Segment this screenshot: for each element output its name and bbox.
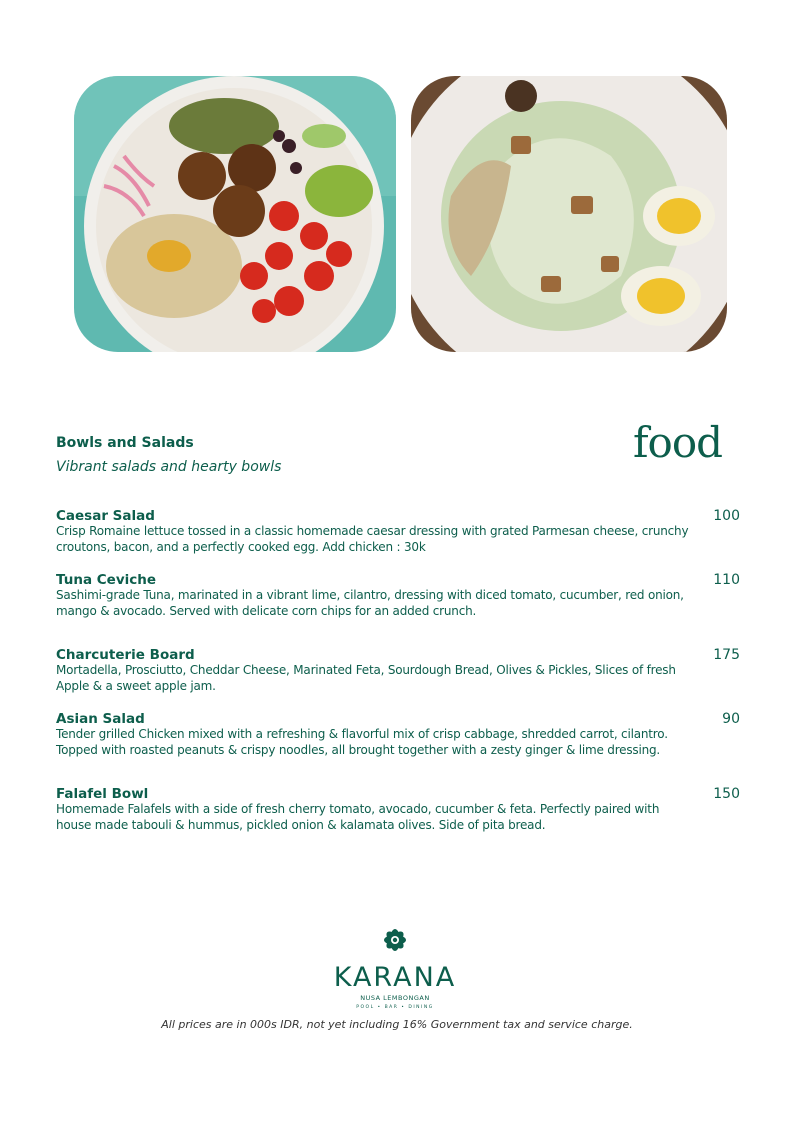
item-name: Charcuterie Board: [56, 647, 195, 663]
logo-tagline: POOL • BAR • DINING: [356, 1005, 434, 1010]
item-price: 100: [713, 508, 740, 524]
item-name: Tuna Ceviche: [56, 572, 157, 588]
menu-item-asian-salad: [56, 711, 746, 758]
menu-item-tuna-ceviche: [56, 572, 746, 619]
item-price: 110: [713, 572, 740, 588]
item-name: Asian Salad: [56, 711, 145, 727]
item-description: Tender grilled Chicken mixed with a refreshing & flavorful mix of crisp cabbage, shredded carrot, cilantro. Topped with roasted peanuts & crispy noodles, all brought together with a zesty ginger & lime dressing.: [56, 727, 668, 757]
item-name: Falafel Bowl: [56, 786, 149, 802]
section-title: Bowls and Salads: [56, 435, 194, 451]
item-price: 90: [722, 711, 740, 727]
item-price: 175: [713, 647, 740, 663]
item-name: Caesar Salad: [56, 508, 155, 524]
logo-location: NUSA LEMBONGAN: [360, 994, 430, 1002]
price-disclaimer: All prices are in 000s IDR, not yet including 16% Government tax and service charge.: [161, 1018, 633, 1031]
logo-name: KARANA: [333, 962, 457, 993]
menu-item-falafel-bowl: [56, 786, 746, 833]
menu-item-charcuterie-board: [56, 647, 746, 694]
karana-logo: [320, 924, 470, 1010]
item-description: Crisp Romaine lettuce tossed in a classic homemade caesar dressing with grated Parmesan cheese, crunchy croutons, bacon, and a perfectly cooked egg. Add chicken : 30k: [56, 524, 689, 554]
section-subtitle: Vibrant salads and hearty bowls: [56, 459, 282, 475]
item-description: Homemade Falafels with a side of fresh cherry tomato, avocado, cucumber & feta. Perfectly paired with house made tabouli & hummus, pickled onion & kalamata olives. Side of pita bread.: [56, 802, 660, 832]
flower-emblem-icon: [379, 924, 411, 956]
menu-item-caesar-salad: [56, 508, 746, 555]
item-description: Mortadella, Prosciutto, Cheddar Cheese, Marinated Feta, Sourdough Bread, Olives & Pickles, Slices of fresh Apple & a sweet apple jam.: [56, 663, 676, 693]
category-title: food: [633, 418, 723, 467]
item-description: Sashimi-grade Tuna, marinated in a vibrant lime, cilantro, dressing with diced tomato, cucumber, red onion, mango & avocado. Served with delicate corn chips for an added crunch.: [56, 588, 684, 618]
falafel-bowl-photo: [74, 76, 396, 352]
item-price: 150: [713, 786, 740, 802]
caesar-salad-photo: [411, 76, 727, 352]
